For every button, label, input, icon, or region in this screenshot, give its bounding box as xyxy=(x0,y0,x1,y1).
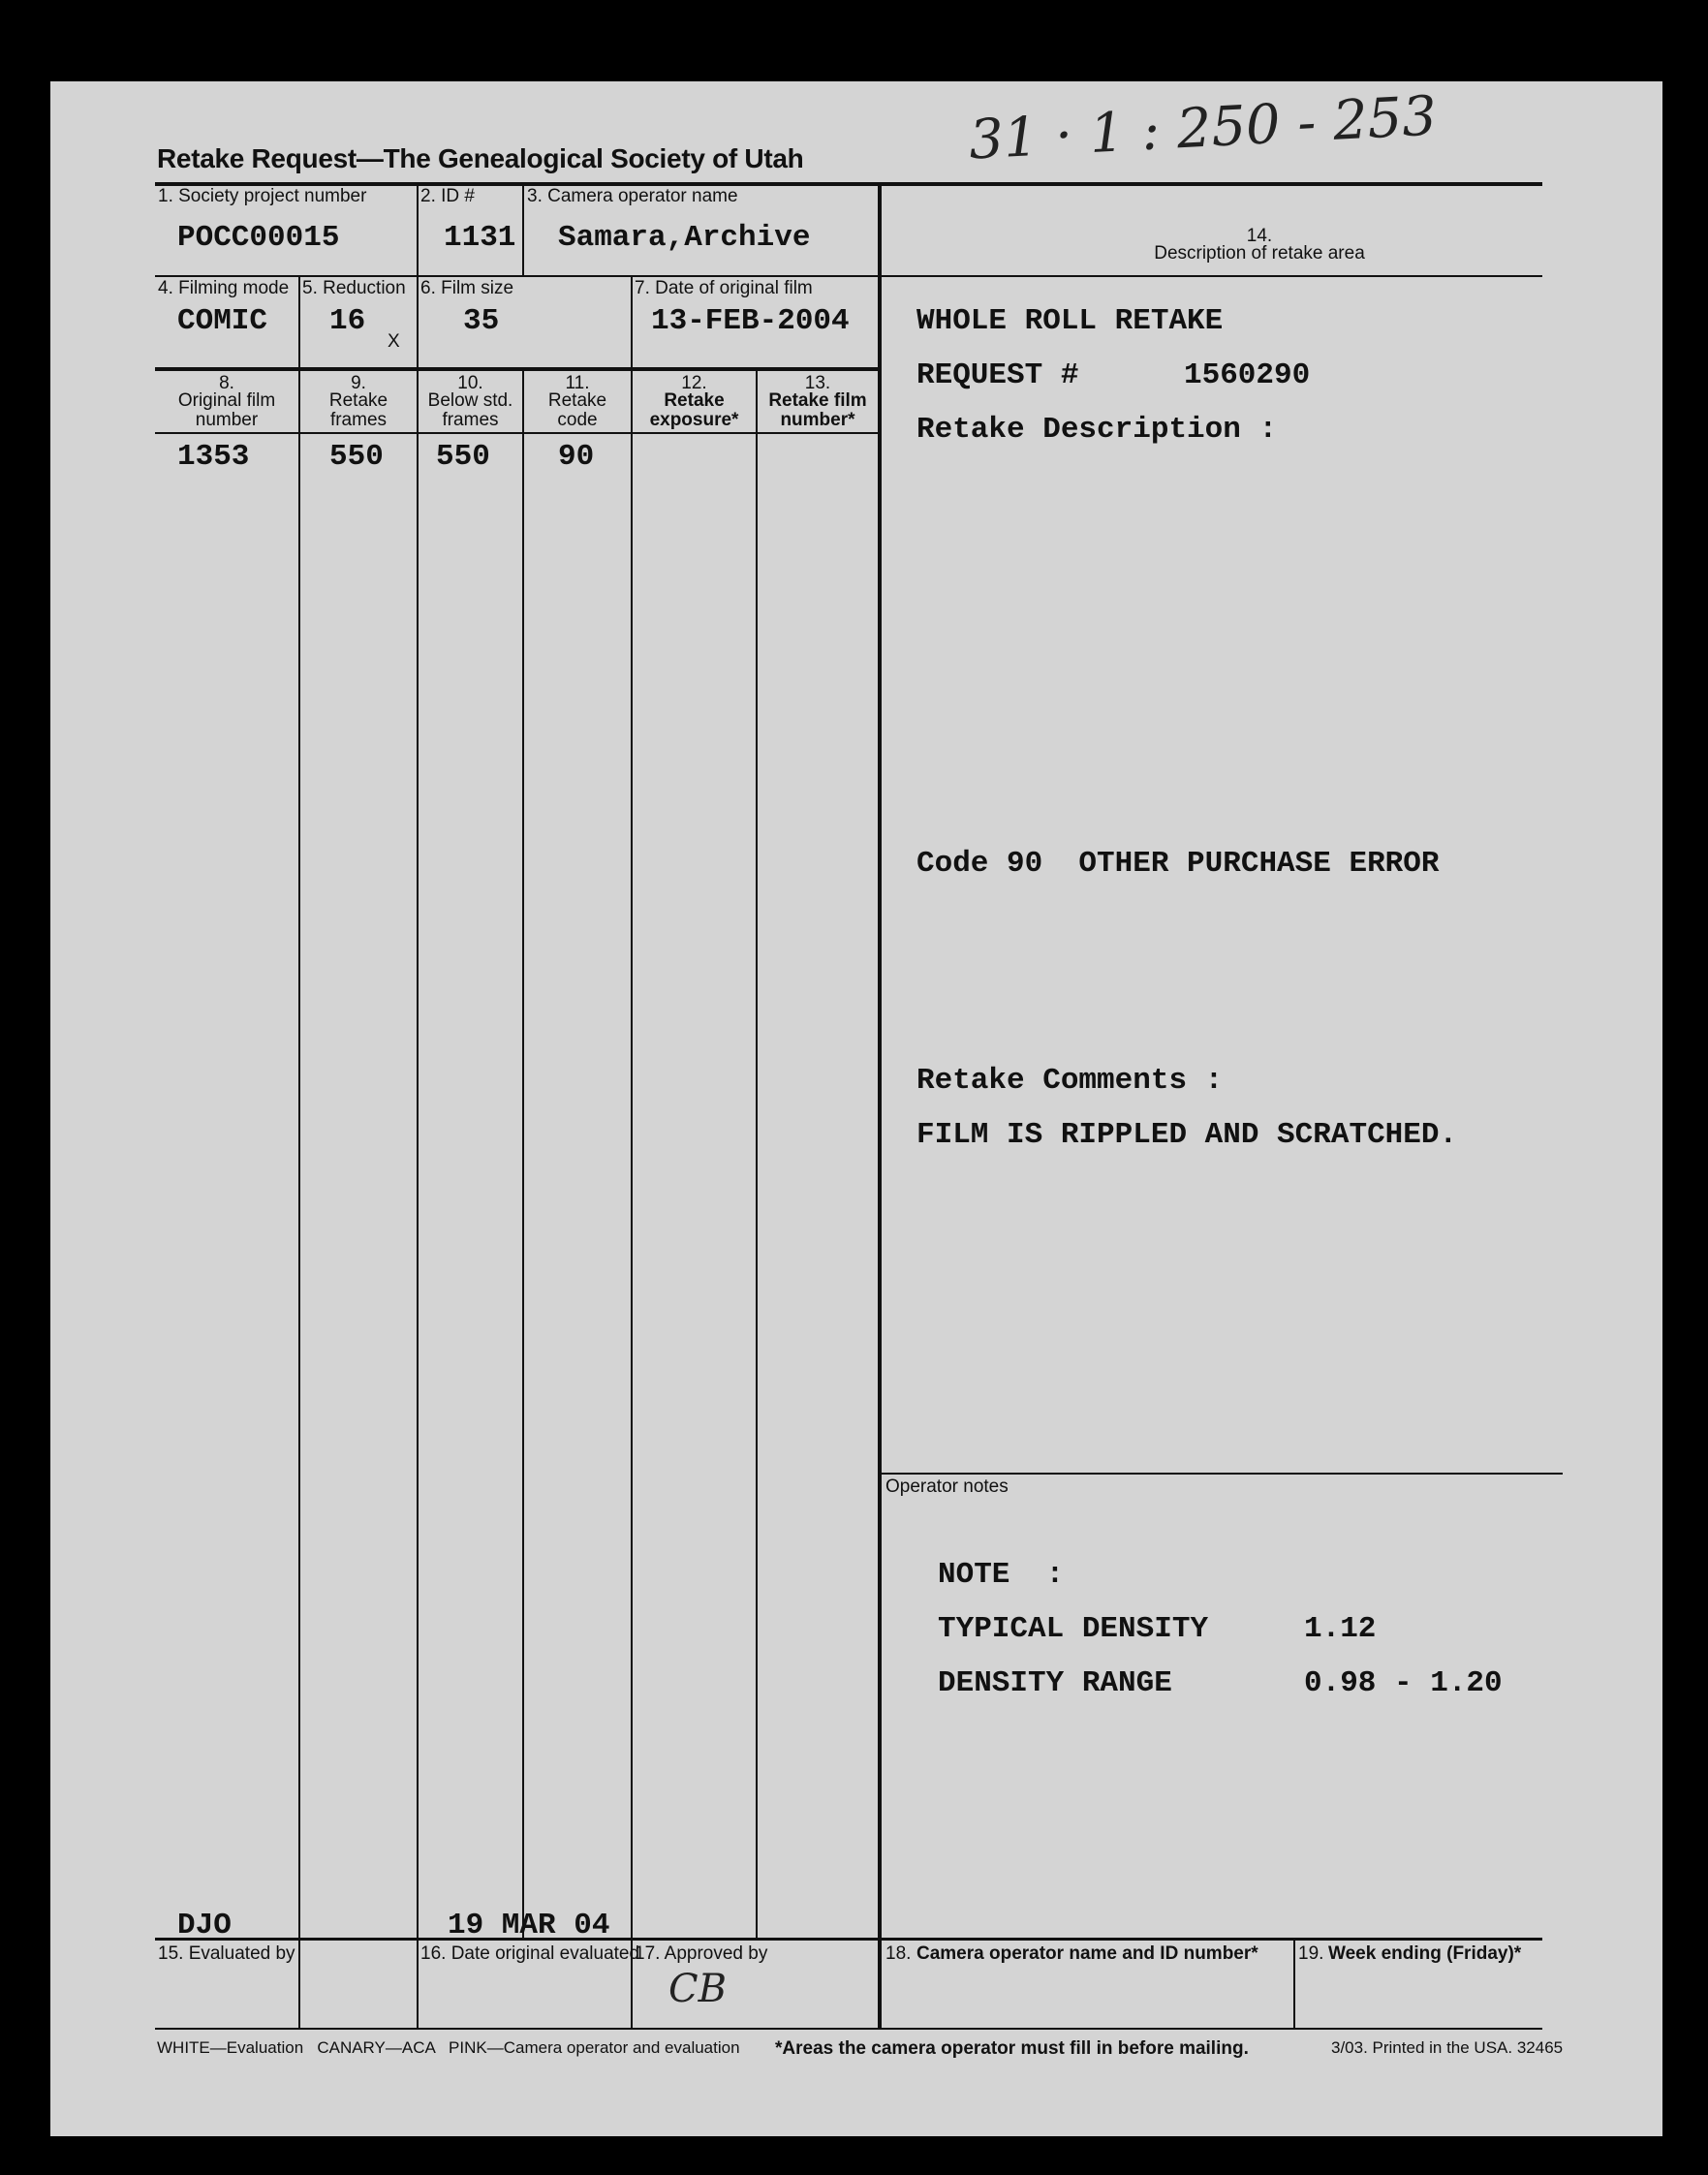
label-approved-by: 17. Approved by xyxy=(635,1943,768,1964)
date-original-evaluated: 19 MAR 04 xyxy=(448,1909,610,1942)
label-8-num: 8. xyxy=(219,373,234,393)
reduction: 16 xyxy=(329,304,366,338)
divider-col18 xyxy=(1293,1940,1295,2030)
footer-rule xyxy=(155,2028,1542,2030)
film-size: 35 xyxy=(463,304,500,338)
label-description-num: 14. xyxy=(1246,226,1273,246)
label-retake-film-number: Retake film number* xyxy=(768,390,867,430)
original-film-number: 1353 xyxy=(177,440,250,474)
label-camera-operator-name-id: Camera operator name and ID number* xyxy=(916,1943,1258,1964)
label-original-film-number: Original film number xyxy=(177,390,276,430)
label-12-num: 12. xyxy=(681,373,707,393)
date-of-original-film: 13-FEB-2004 xyxy=(651,304,850,338)
camera-operator-name: Samara,Archive xyxy=(558,221,811,255)
label-film-size: 6. Film size xyxy=(420,278,514,298)
description-request-label: REQUEST # xyxy=(916,358,1079,392)
divider-col1 xyxy=(298,275,300,2030)
label-10-num: 10. xyxy=(457,373,483,393)
operator-typical-density-value: 1.12 xyxy=(1304,1612,1377,1646)
form-title: Retake Request—The Genealogical Society of Utah xyxy=(157,143,804,173)
footer-print-info: 3/03. Printed in the USA. 32465 xyxy=(1331,2038,1564,2057)
label-id: 2. ID # xyxy=(420,186,475,206)
row1-rule xyxy=(155,275,1542,277)
description-comments: FILM IS RIPPLED AND SCRATCHED. xyxy=(916,1118,1458,1152)
divider-col4 xyxy=(631,275,633,2030)
approved-by-signature: CB xyxy=(668,1967,727,2011)
label-evaluated-by: 15. Evaluated by xyxy=(158,1943,295,1964)
below-std-frames: 550 xyxy=(436,440,490,474)
label-society-project-number: 1. Society project number xyxy=(158,186,367,206)
operator-typical-density-label: TYPICAL DENSITY xyxy=(938,1612,1209,1646)
label-reduction: 5. Reduction xyxy=(302,278,406,298)
operator-note-label: NOTE : xyxy=(938,1558,1065,1592)
header-rule xyxy=(155,432,880,434)
footer-required-note: *Areas the camera operator must fill in before mailing. xyxy=(775,2038,1249,2059)
label-filming-mode: 4. Filming mode xyxy=(158,278,290,298)
id-number: 1131 xyxy=(444,221,516,255)
filming-mode: COMIC xyxy=(177,304,268,338)
operator-density-range-label: DENSITY RANGE xyxy=(938,1666,1172,1700)
label-11-num: 11. xyxy=(565,373,590,393)
description-code-line: Code 90 OTHER PURCHASE ERROR xyxy=(916,847,1440,881)
label-13-num: 13. xyxy=(804,373,831,393)
label-camera-operator-name: 3. Camera operator name xyxy=(527,186,738,206)
row2-rule xyxy=(155,367,880,371)
description-comments-label: Retake Comments : xyxy=(916,1064,1224,1098)
society-project-number: POCC00015 xyxy=(177,221,340,255)
label-9-num: 9. xyxy=(351,373,366,393)
description-request-number: 1560290 xyxy=(1184,358,1311,392)
label-description-of-retake-area: Description of retake area xyxy=(1154,243,1365,264)
label-19-num: 19. xyxy=(1298,1943,1324,1964)
label-retake-frames: Retake frames xyxy=(328,390,388,430)
handwritten-reference: 31 · 1 : 250 - 253 xyxy=(967,84,1439,172)
bottom-rule xyxy=(155,1938,1542,1941)
divider-col3 xyxy=(522,184,524,275)
description-whole-roll: WHOLE ROLL RETAKE xyxy=(916,304,1224,338)
divider-col5 xyxy=(756,369,758,1939)
description-retake-description-label: Retake Description : xyxy=(916,413,1278,447)
divider-col2 xyxy=(417,184,419,2030)
evaluated-by: DJO xyxy=(177,1909,232,1942)
label-date-original-evaluated: 16. Date original evaluated xyxy=(420,1943,640,1964)
divider-col3b xyxy=(522,369,524,1939)
label-operator-notes: Operator notes xyxy=(885,1476,1009,1497)
label-retake-exposure: Retake exposure* xyxy=(649,390,739,430)
label-retake-code: Retake code xyxy=(547,390,607,430)
retake-frames: 550 xyxy=(329,440,384,474)
notes-rule xyxy=(880,1473,1563,1475)
label-below-std-frames: Below std. frames xyxy=(427,390,513,430)
operator-density-range-value: 0.98 - 1.20 xyxy=(1304,1666,1503,1700)
footer-copies: WHITE—Evaluation CANARY—ACA PINK—Camera operator and evaluation xyxy=(157,2038,740,2057)
label-18-num: 18. xyxy=(885,1943,912,1964)
label-date-of-original-film: 7. Date of original film xyxy=(635,278,813,298)
reduction-suffix: X xyxy=(388,331,400,352)
retake-code: 90 xyxy=(558,440,595,474)
label-week-ending: Week ending (Friday)* xyxy=(1328,1943,1522,1964)
divider-main xyxy=(878,184,882,2030)
